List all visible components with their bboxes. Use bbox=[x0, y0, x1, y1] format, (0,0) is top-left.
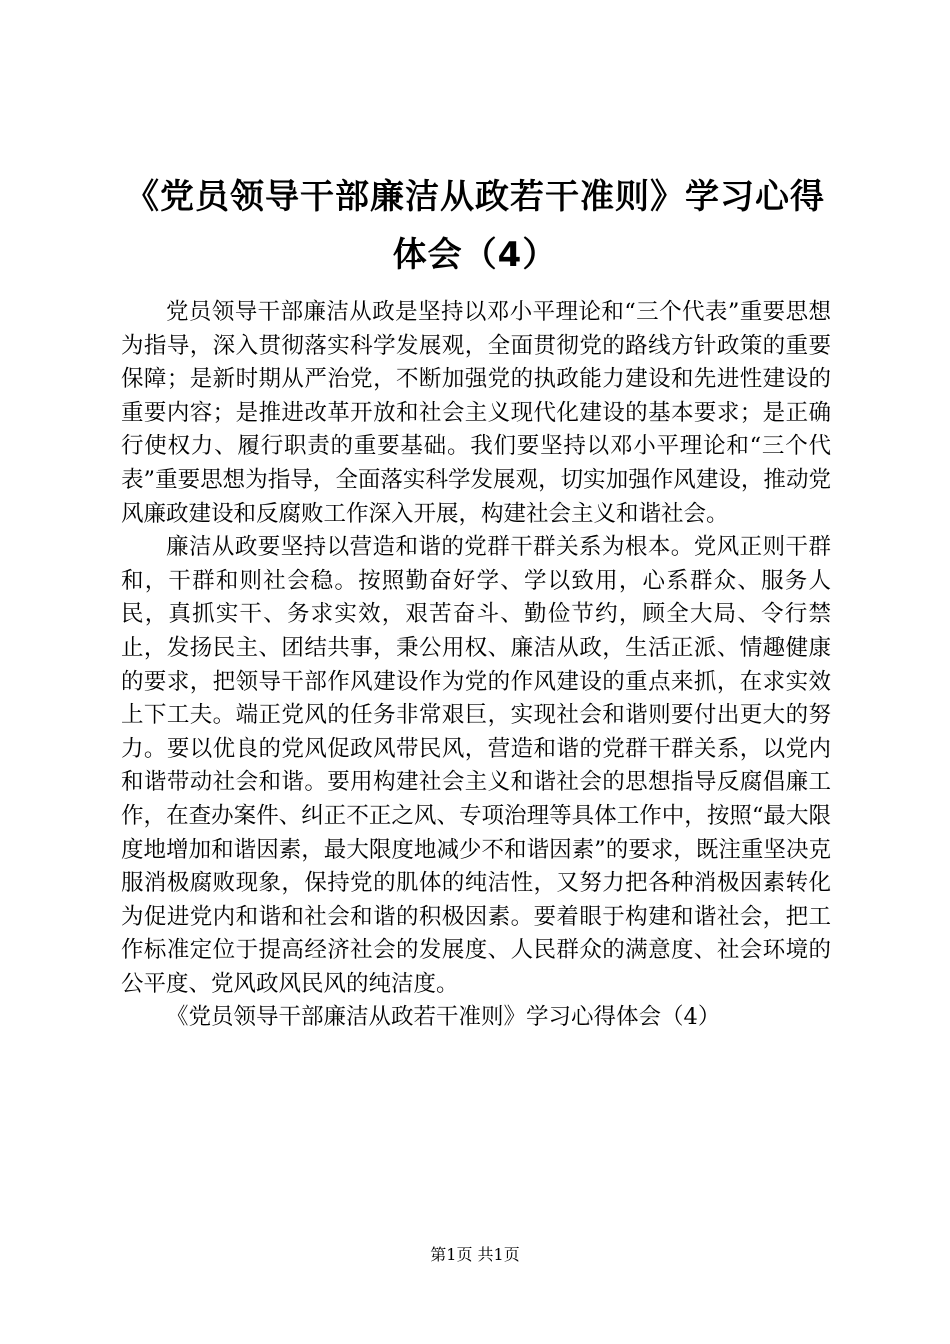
paragraph-1: 党员领导干部廉洁从政是坚持以邓小平理论和“三个代表”重要思想为指导，深入贯彻落实科学发展观，全面贯彻党的路线方针政策的重要保障；是新时期从严治党，不断加强党的执政能力建设和先进性建设的重要内容；是推进改革开放和社会主义现代化建设的基本要求；是正确行使权力、履行职责的重要基础。我们要坚持以邓小平理论和“三个代表”重要思想为指导，全面落实科学发展观，切实加强作风建设，推动党风廉政建设和反腐败工作深入开展，构建社会主义和谐社会。 bbox=[121, 299, 831, 527]
page-number-footer: 第1页 共1页 bbox=[430, 1245, 520, 1264]
document-title: 《党员领导干部廉洁从政若干准则》学习心得体会（4） bbox=[125, 177, 825, 275]
paragraph-3: 《党员领导干部廉洁从政若干准则》学习心得体会（4） bbox=[166, 1004, 721, 1031]
document-body bbox=[121, 296, 831, 1035]
paragraph-2: 廉洁从政要坚持以营造和谐的党群干群关系为根本。党风正则干群和，干群和则社会稳。按照勤奋好学、学以致用，心系群众、服务人民，真抓实干、务求实效，艰苦奋斗、勤俭节约，顾全大局、令行禁止，发扬民主、团结共事，秉公用权、廉洁从政，生活正派、情趣健康的要求，把领导干部作风建设作为党的作风建设的重点来抓，在求实效上下工夫。端正党风的任务非常艰巨，实现社会和谐则要付出更大的努力。要以优良的党风促政风带民风，营造和谐的党群干群关系，以党内和谐带动社会和谐。要用构建社会主义和谐社会的思想指导反腐倡廉工作，在查办案件、纠正不正之风、专项治理等具体工作中，按照“最大限度地增加和谐因素，最大限度地减少不和谐因素”的要求，既注重坚决克服消极腐败现象，保持党的肌体的纯洁性，又努力把各种消极因素转化为促进党内和谐和社会和谐的积极因素。要着眼于构建和谐社会，把工作标准定位于提高经济社会的发展度、人民群众的满意度、社会环境的公平度、党风政风民风的纯洁度。 bbox=[121, 534, 831, 997]
